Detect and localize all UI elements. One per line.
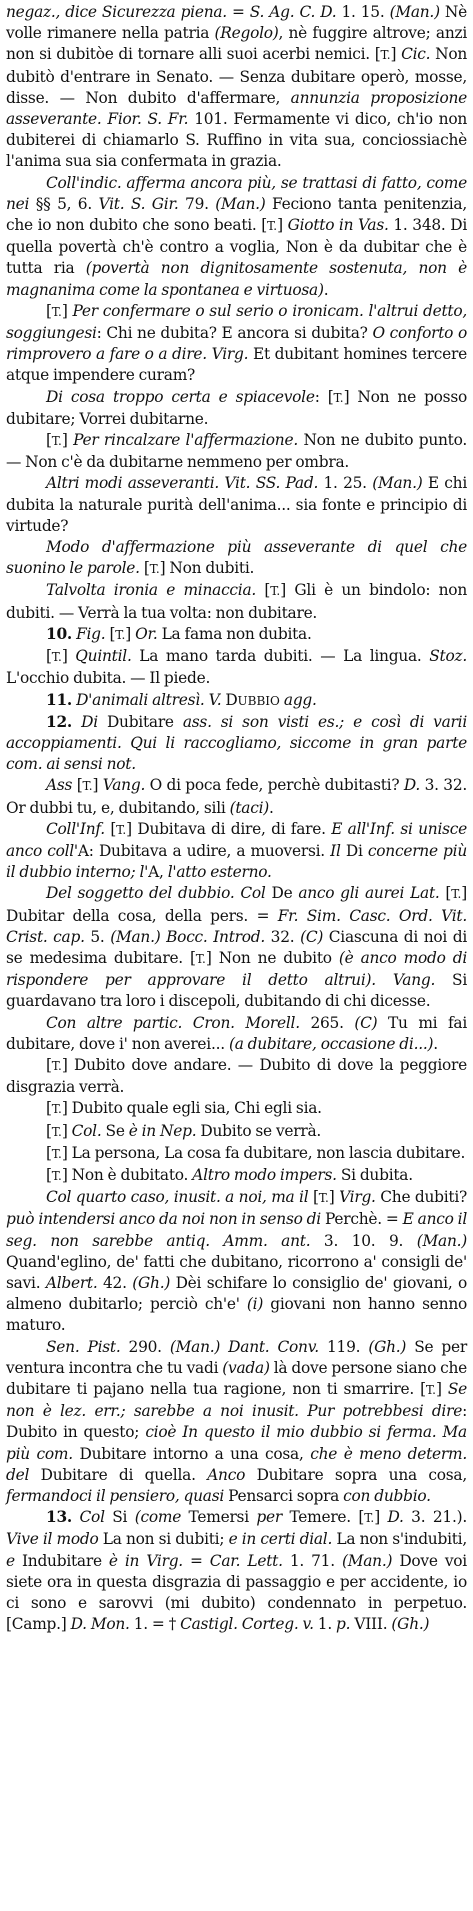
entry-paragraph: 11. D'animali altresì. V. DUBBIO agg. <box>46 690 317 709</box>
entry-paragraph: Ass [T.] Vang. O di poca fede, perchè dubitasti? D. 3. 32. Or dubbi tu, e, dubitando, sili (taci). <box>6 776 468 817</box>
entry-paragraph: Talvolta ironia e minaccia. [T.] Gli è un bindolo: non dubiti. — Verrà la tua volta: non dubitare. <box>6 581 467 622</box>
entry-paragraph: Coll'indic. afferma ancora più, se trattasi di fatto, come nei §§ 5, 6. Vit. S. Gir. 79. (Man.) Feciono tanta penitenzia, che io non dubito che sono beati. [T.] Giotto in Vas. 1. 348. Di quella povertà ch'è contro a voglia, Non è da dubitar che è tutta ria (povertà non dignitosamente sostenuta, non è magnanima come la spontanea e virtuosa). <box>6 173 468 299</box>
entry-paragraph: Altri modi asseveranti. Vit. SS. Pad. 1. 25. (Man.) E chi dubita la naturale purità dell'anima... sia fonte e principio di virtude? <box>6 474 467 535</box>
entry-paragraph: Coll'Inf. [T.] Dubitava di dire, di fare. E all'Inf. si unisce anco coll'A: Dubitava a udire, a muoversi. Il Di concerne più il dubbio interno; l'A, l'atto esterno. <box>6 819 468 882</box>
entry-paragraph: Di cosa troppo certa e spiacevole: [T.] Non ne posso dubitare; Vorrei dubitarne. <box>6 387 467 428</box>
entry-paragraph: [T.] Col. Se è in Nep. Dubito se verrà. <box>46 1121 322 1140</box>
entry-paragraph: [T.] Non è dubitato. Altro modo impers. Si dubita. <box>46 1165 413 1184</box>
entry-paragraph: [T.] Dubito quale egli sia, Chi egli sia. <box>46 1099 322 1118</box>
entry-paragraph: [T.] La persona, La cosa fa dubitare, non lascia dubitare. <box>46 1143 466 1162</box>
entry-paragraph: [T.] Dubito dove andare. — Dubito di dove la peggiore disgrazia verrà. <box>6 1055 467 1097</box>
entry-paragraph: Sen. Pist. 290. (Man.) Dant. Conv. 119. (Gh.) Se per ventura incontra che tu vadi (vada) là dove persone siano che dubitare ti pajano nella tua ragione, non ti smarrire. [T.] Se non è lez. err.; sarebbe a noi inusit. Pur potrebbesi dire: Dubito in questo; cioè In questo il mio dubbio si ferma. Ma più com. Dubitare intorno a una cosa, che è meno determ. del Dubitare di quella. Anco Dubitare sopra una cosa, fermandoci il pensiero, quasi Pensarci sopra con dubbio. <box>6 1337 468 1506</box>
entry-paragraph: [T.] Per rincalzare l'affermazione. Non ne dubito punto. — Non c'è da dubitarne nemmeno per ombra. <box>6 431 468 472</box>
entry-paragraph: 12. Di Dubitare ass. si son visti es.; e così di varii accoppiamenti. Qui li raccogliamo, siccome in gran parte com. ai sensi not. <box>6 712 468 774</box>
entry-paragraph: Col quarto caso, inusit. a noi, ma il [T.] Virg. Che dubiti? può intendersi anco da noi non in senso di Perchè. = E anco il seg. non sarebbe antiq. Amm. ant. 3. 10. 9. (Man.) Quand'eglino, de' fatti che dubitano, ricorrono a' consigli de' savi. Albert. 42. (Gh.) Dèi schifare lo consiglio de' giovani, o almeno dubitarlo; perciò ch'e' (i) giovani non hanno senno maturo. <box>6 1188 468 1335</box>
entry-paragraph: negaz., dice Sicurezza piena. = S. Ag. C. D. 1. 15. (Man.) Nè volle rimanere nella patria (Regolo), nè fuggire altrove; anzi non si dubitòe di tornare alli suoi acerbi nemici. [T.] Cic. Non dubitò d'entrare in Senato. — Senza dubitare operò, mosse, disse. — Non dubito d'affermare, annunzia proposizione asseverante. Fior. S. Fr. 101. Fermamente vi dico, ch'io non dubiterei di chiamarlo S. Ruffino in vita sua, conciossiachè l'anima sua sia confermata in grazia. <box>6 3 468 171</box>
entry-paragraph: Del soggetto del dubbio. Col De anco gli aurei Lat. [T.] Dubitar della cosa, della pers. = Fr. Sim. Casc. Ord. Vit. Crist. cap. 5. (Man.) Bocc. Introd. 32. (C) Ciascuna di noi di se medesima dubitare. [T.] Non ne dubito (è anco modo di rispondere per approvare il detto altrui). Vang. Si guardavano tra loro i discepoli, dubitando di chi dicesse. <box>6 884 468 1011</box>
entry-paragraph: [T.] Quintil. La mano tarda dubiti. — La lingua. Stoz. L'occhio dubita. — Il piede. <box>6 647 468 688</box>
entry-paragraph: Con altre partic. Cron. Morell. 265. (C) Tu mi fai dubitare, dove i' non averei... (a dubitare, occasione di...). <box>6 1013 467 1053</box>
entry-paragraph: Modo d'affermazione più asseverante di quel che suonino le parole. [T.] Non dubiti. <box>6 538 467 578</box>
entry-paragraph: 13. Col Si (come Temersi per Temere. [T.] D. 3. 21.). Vive il modo La non si dubiti; e in certi dial. La non s'indubiti, e Indubitare è in Virg. = Car. Lett. 1. 71. (Man.) Dove voi siete ora in questa disgrazia di passaggio e per accidente, io ci sono e sarovvi (mi dubito) condennato in perpetuo. [Camp.] D. Mon. 1. = † Castigl. Corteg. v. 1. p. VIII. (Gh.) <box>6 1508 467 1634</box>
entry-paragraph: 10. Fig. [T.] Or. La fama non dubita. <box>46 624 312 643</box>
entry-paragraph: [T.] Per confermare o sul serio o ironicam. l'altrui detto, soggiungesi: Chi ne dubita? E ancora si dubita? O conforto o rimprovero a fare o a dire. Virg. Et dubitant homines tercere atque impendere curam? <box>6 301 468 385</box>
